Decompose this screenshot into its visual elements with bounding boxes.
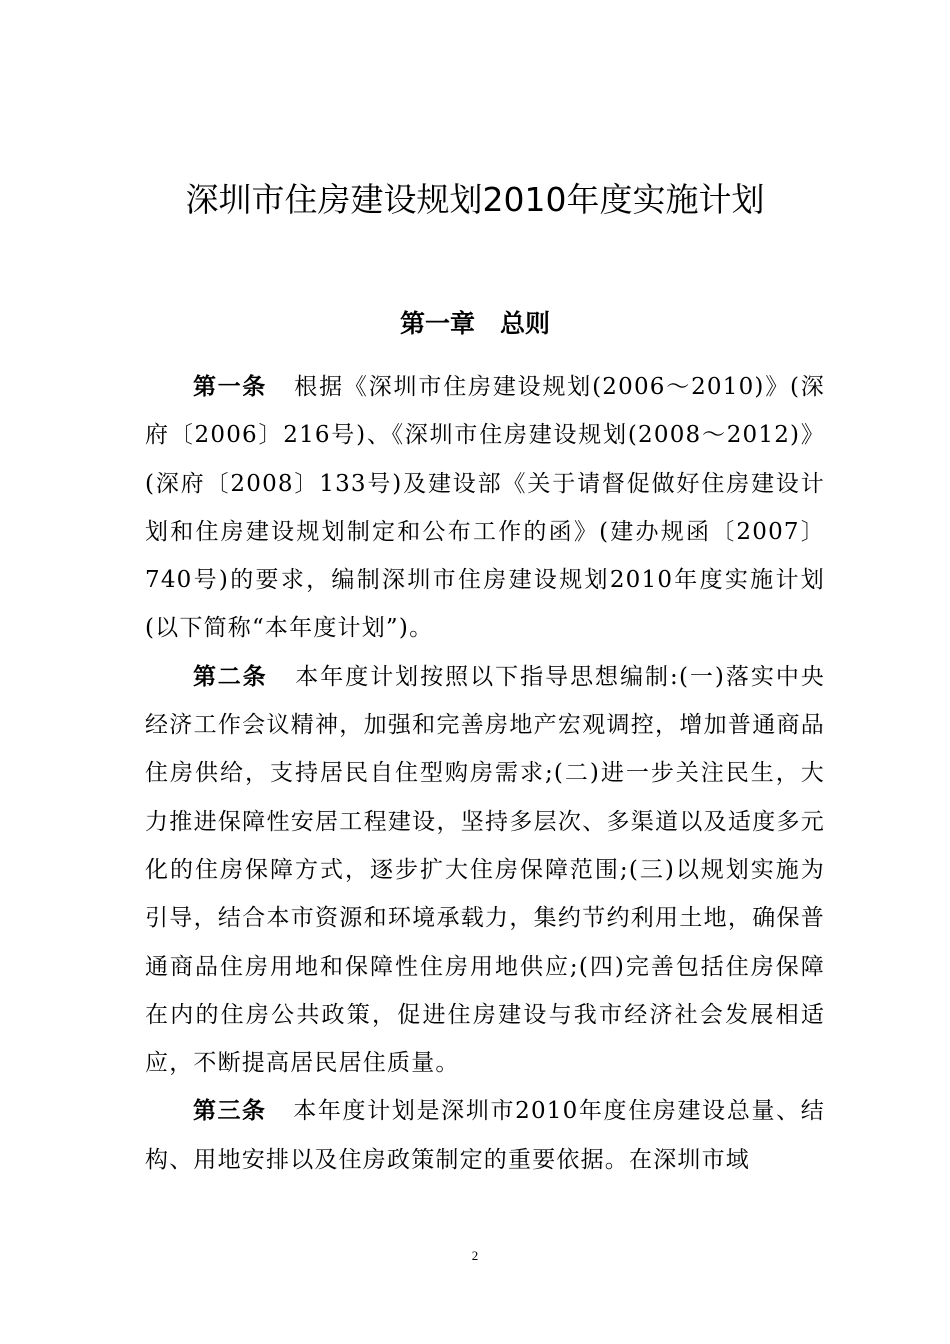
chapter-title: 第一章 总则 xyxy=(399,309,550,338)
article-2 xyxy=(145,653,825,1088)
article-3 xyxy=(145,1087,825,1184)
document-title: 深圳市住房建设规划2010年度实施计划 xyxy=(185,180,765,219)
page-number: 2 xyxy=(471,1248,479,1263)
article-number: 第三条 xyxy=(193,1098,267,1125)
article-text: 本年度计划是深圳市2010年度住房建设总量、结构、用地安排以及住房政策制定的重要依据。在深圳市域 xyxy=(145,1098,825,1173)
article-text: 本年度计划按照以下指导思想编制:(一)落实中央经济工作会议精神，加强和完善房地产宏观调控，增加普通商品住房供给，支持居民自住型购房需求;(二)进一步关注民生，大力推进保障性安居工程建设，坚持多层次、多渠道以及适度多元化的住房保障方式，逐步扩大住房保障范围;(三)以规划实施为引导，结合本市资源和环境承载力，集约节约利用土地，确保普通商品住房用地和保障性住房用地供应;(四)完善包括住房保障在内的住房公共政策，促进住房建设与我市经济社会发展相适应，不断提高居民居住质量。 xyxy=(145,663,826,1077)
document-body xyxy=(145,363,825,1184)
article-1 xyxy=(145,363,825,653)
article-number: 第一条 xyxy=(193,374,267,400)
article-number: 第二条 xyxy=(193,663,268,690)
article-text: 根据《深圳市住房建设规划(2006～2010)》(深府〔2006〕216号)、《深圳市住房建设规划(2008～2012)》(深府〔2008〕133号)及建设部《关于请督促做好住房建设计划和住房建设规划制定和公布工作的函》(建办规函〔2007〕740号)的要求，编制深圳市住房建设规划2010年度实施计划(以下简称“本年度计划”)。 xyxy=(145,374,826,642)
